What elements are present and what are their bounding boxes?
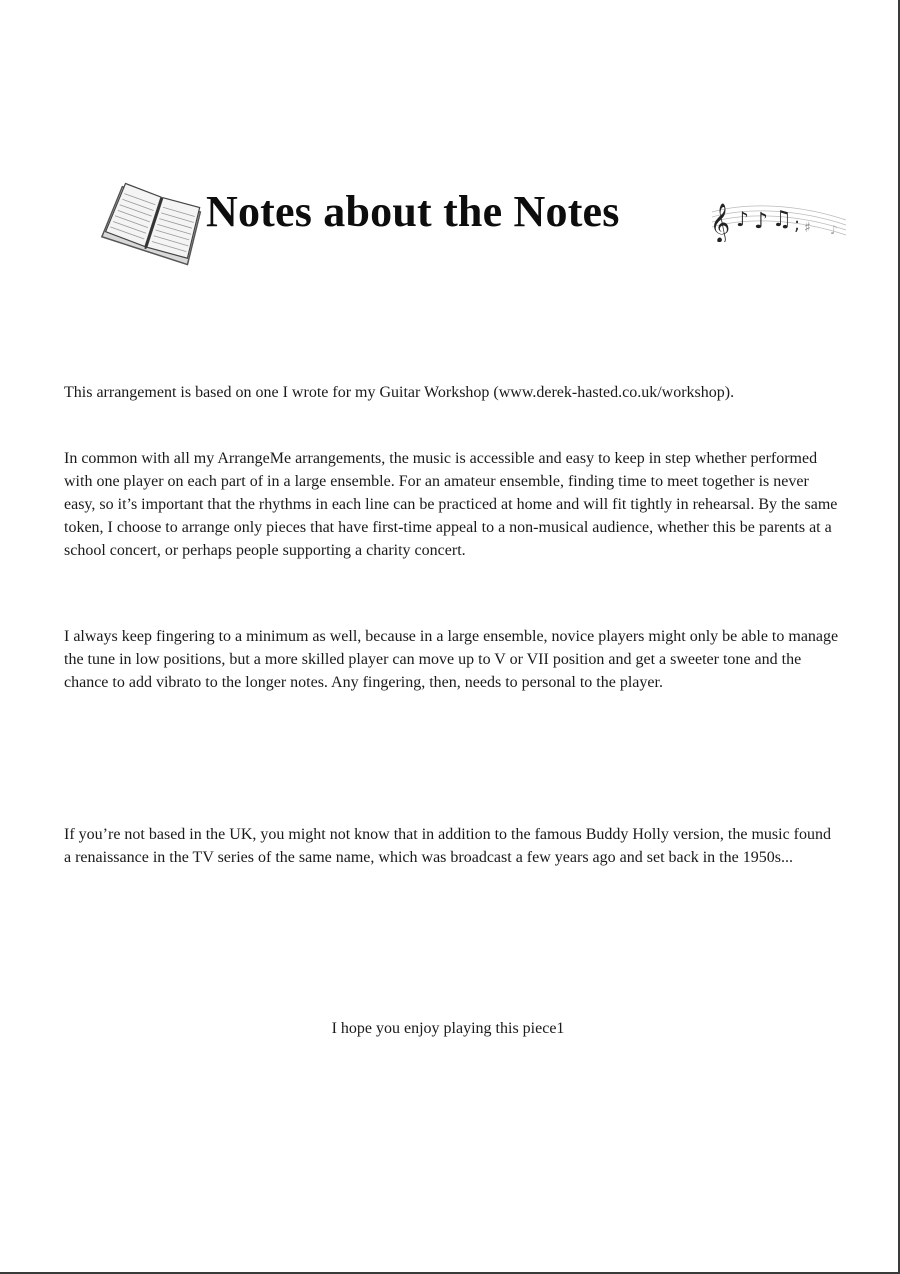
open-book-icon	[98, 180, 208, 270]
music-notes-icon	[708, 190, 848, 242]
paragraph-intro: This arrangement is based on one I wrote for my Guitar Workshop (www.derek-hasted.co.uk/workshop).	[64, 384, 735, 401]
svg-text:♯: ♯	[804, 220, 811, 236]
closing-line	[0, 1017, 900, 1040]
svg-text:;: ;	[794, 214, 801, 235]
document-header	[98, 176, 858, 272]
svg-text:♪: ♪	[830, 223, 838, 237]
svg-text:𝄞: 𝄞	[710, 203, 731, 242]
svg-text:♪: ♪	[754, 209, 769, 234]
closing-text: I hope you enjoy playing this piece1	[331, 1020, 565, 1037]
paragraph-fingering: I always keep fingering to a minimum as well, because in a large ensemble, novice players might only be able to manage the tune in low positions, but a more skilled player can move up to V or VII position and get a sweeter tone and the chance to add vibrato to the longer notes. Any fingering, then, needs to personal to the player.	[64, 628, 839, 691]
page-title: Notes about the Notes	[206, 187, 620, 236]
paragraph-arrangeme: In common with all my ArrangeMe arrangements, the music is accessible and easy to keep in step whether performed with one player on each part of in a large ensemble. For an amateur ensemble, finding time to meet together is never easy, so it’s important that the rhythms in each line can be practiced at home and will fit tightly in rehearsal. By the same token, I choose to arrange only pieces that have first-time appeal to a non-musical audience, whether this be parents at a school concert, or perhaps people supporting a charity concert.	[64, 450, 838, 559]
svg-text:♪: ♪	[736, 207, 749, 231]
paragraph-uk-note: If you’re not based in the UK, you might not know that in addition to the famous Buddy Holly version, the music found a renaissance in the TV series of the same name, which was broadcast a few years ago and set back in the 1950s...	[64, 826, 832, 866]
svg-text:♫: ♫	[772, 207, 792, 232]
